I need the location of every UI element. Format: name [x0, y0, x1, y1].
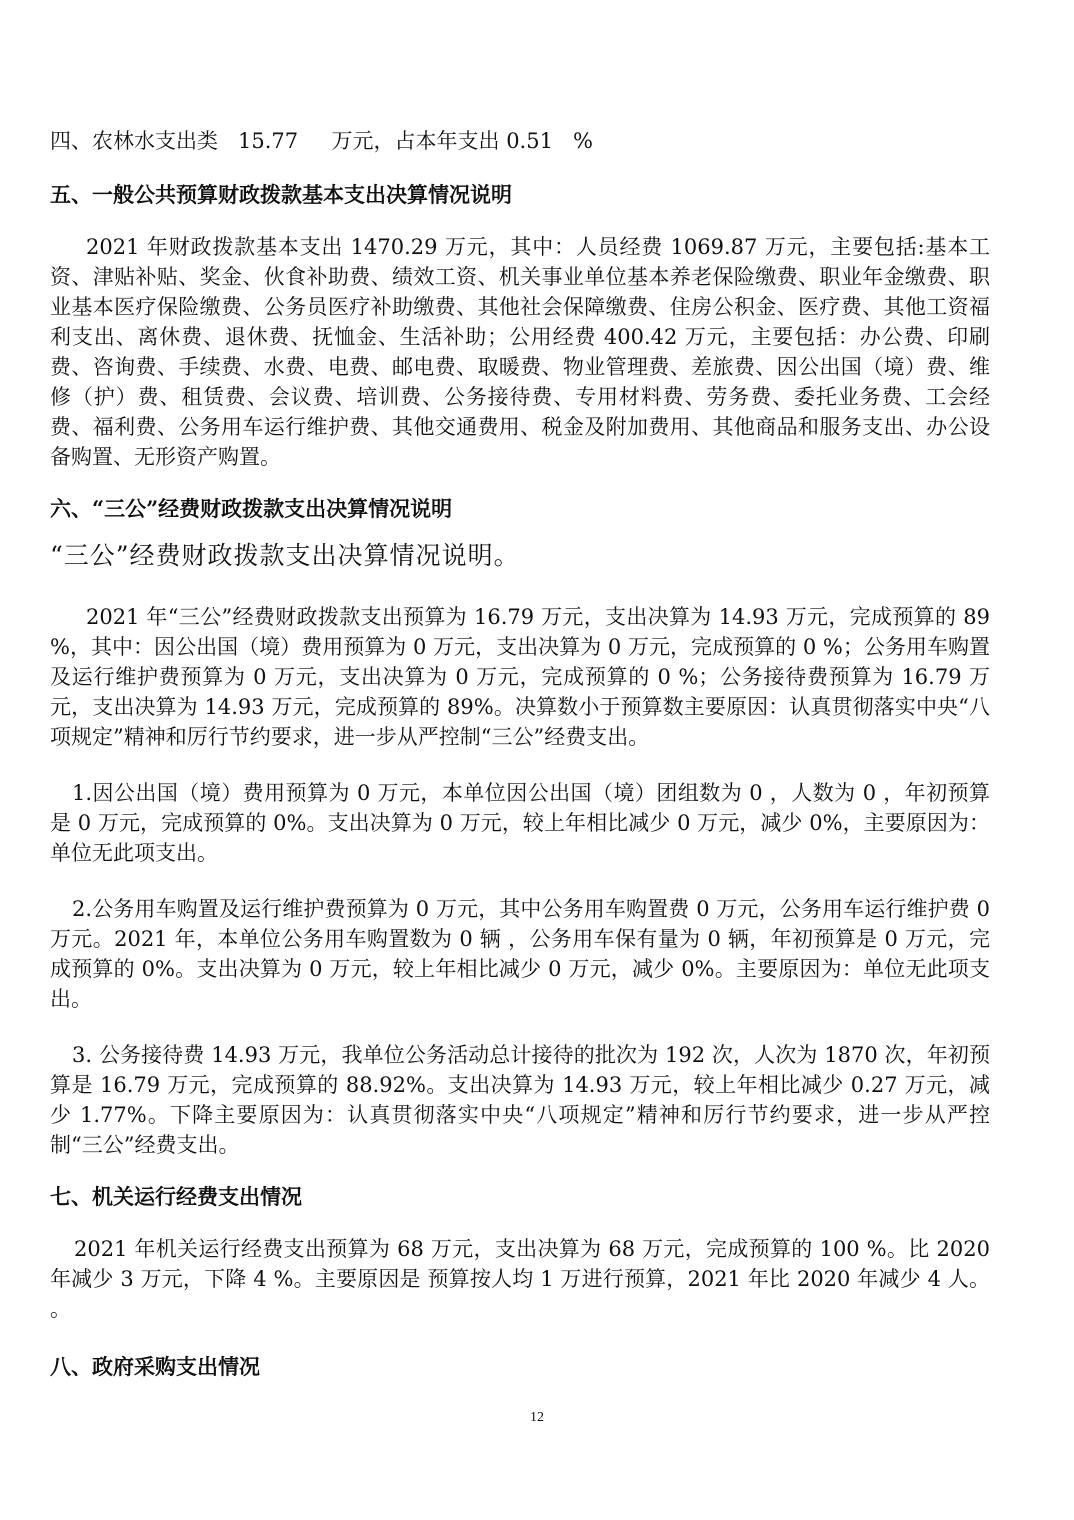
page-content	[50, 124, 990, 1384]
section-8-heading: 八、政府采购支出情况	[50, 1354, 260, 1379]
section-6-item-3: 3. 公务接待费 14.93 万元，我单位公务活动总计接待的批次为 192 次，人次为 1870 次，年初预算是 16.79 万元，完成预算的 88.92%。支出决算为 14.93 万元，较上年相比减少 0.27 万元，减少 1.77%。下降主要原因为：认真贯彻落实中央“八项规定”精神和厉行节约要求，进一步从严控制“三公”经费支出。	[50, 1043, 990, 1157]
page-number: 12	[530, 1410, 544, 1425]
section-6-subtitle: “三公”经费财政拨款支出决算情况说明。	[50, 541, 520, 570]
section-6-item-2: 2.公务用车购置及运行维护费预算为 0 万元，其中公务用车购置费 0 万元，公务用车运行维护费 0 万元。2021 年，本单位公务用车购置数为 0 辆 ，公务用车保有量为 0 辆，年初预算是 0 万元，完成预算的 0%。支出决算为 0 万元，较上年相比减少 0 万元，减少 0%。主要原因为：单位无此项支出。	[50, 897, 990, 1011]
section-5-heading: 五、一般公共预算财政拨款基本支出决算情况说明	[50, 182, 512, 207]
section-7-heading: 七、机关运行经费支出情况	[50, 1184, 302, 1209]
section-6-item-1: 1.因公出国（境）费用预算为 0 万元，本单位因公出国（境）团组数为 0 ，人数为 0 ，年初预算是 0 万元，完成预算的 0%。支出决算为 0 万元，较上年相比减少 0 万元，减少 0%，主要原因为：单位无此项支出。	[50, 781, 990, 865]
section-7-paragraph: 2021 年机关运行经费支出预算为 68 万元，支出决算为 68 万元，完成预算的 100 %。比 2020 年减少 3 万元，下降 4 %。主要原因是 预算按人均 1 万进行预算，2021 年比 2020 年减少 4 人。 。	[50, 1237, 990, 1321]
section-6-heading: 六、“三公”经费财政拨款支出决算情况说明	[50, 496, 453, 521]
section-6-paragraph: 2021 年“三公”经费财政拨款支出预算为 16.79 万元，支出决算为 14.93 万元，完成预算的 89 %，其中：因公出国（境）费用预算为 0 万元，支出决算为 0 万元，完成预算的 0 %；公务用车购置及运行维护费预算为 0 万元，支出决算为 0 万元，完成预算的 0 %；公务接待费预算为 16.79 万元，支出决算为 14.93 万元，完成预算的 89%。决算数小于预算数主要原因：认真贯彻落实中央“八项规定”精神和厉行节约要求，进一步从严控制“三公”经费支出。	[50, 605, 990, 749]
agri-expense-line: 四、农林水支出类 15.77 万元，占本年支出 0.51 %	[50, 129, 593, 153]
section-5-paragraph: 2021 年财政拨款基本支出 1470.29 万元，其中：人员经费 1069.87 万元，主要包括:基本工资、津贴补贴、奖金、伙食补助费、绩效工资、机关事业单位基本养老保险缴费、职业年金缴费、职业基本医疗保险缴费、公务员医疗补助缴费、其他社会保障缴费、住房公积金、医疗费、其他工资福利支出、离休费、退休费、抚恤金、生活补助；公用经费 400.42 万元，主要包括：办公费、印刷费、咨询费、手续费、水费、电费、邮电费、取暖费、物业管理费、差旅费、因公出国（境）费、维修（护）费、租赁费、会议费、培训费、公务接待费、专用材料费、劳务费、委托业务费、工会经费、福利费、公务用车运行维护费、其他交通费用、税金及附加费用、其他商品和服务支出、办公设备购置、无形资产购置。	[50, 235, 990, 469]
